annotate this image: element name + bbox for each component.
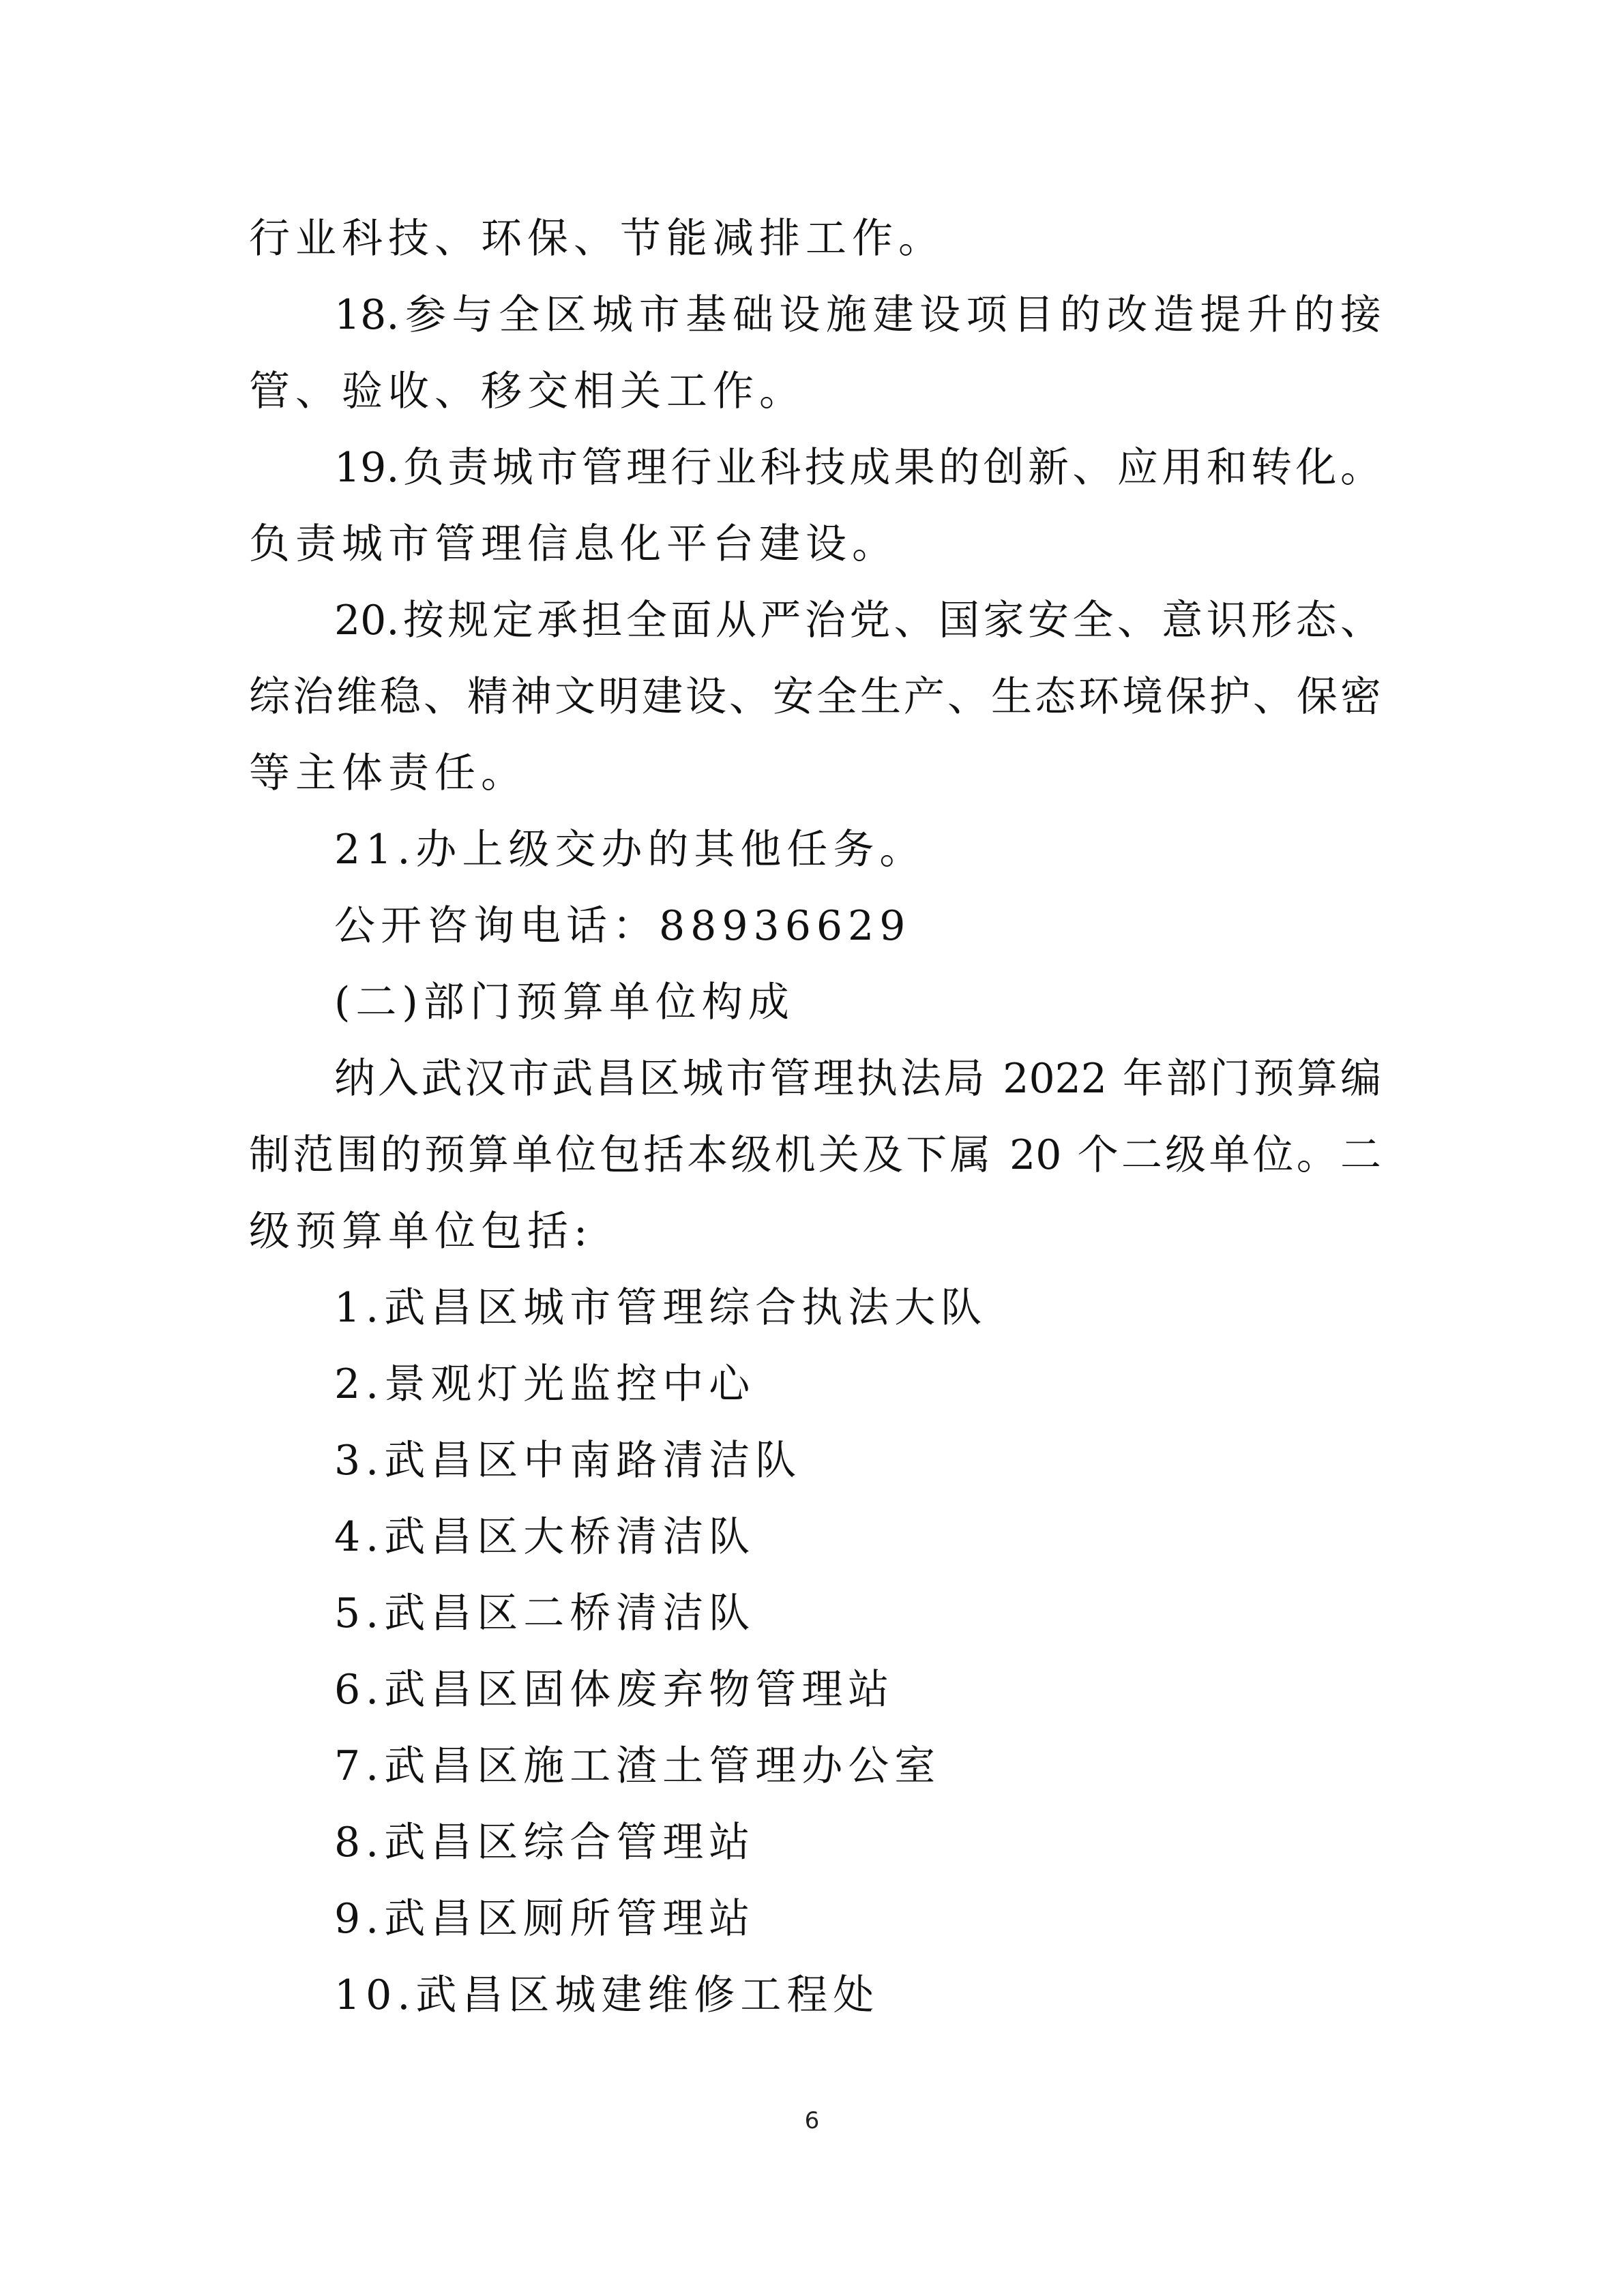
text-line: 行业科技、环保、节能减排工作。 bbox=[249, 215, 945, 263]
text-line: 管、验收、移交相关工作。 bbox=[249, 368, 806, 415]
text-line: 等主体责任。 bbox=[249, 749, 527, 797]
text-line: 19.负责城市管理行业科技成果的创新、应用和转化。 bbox=[334, 444, 1381, 492]
text-line: 负责城市管理信息化平台建设。 bbox=[249, 520, 898, 568]
text-line: 制范围的预算单位包括本级机关及下属 20 个二级单位。二 bbox=[249, 1131, 1381, 1179]
list-item: 5.武昌区二桥清洁队 bbox=[334, 1590, 756, 1637]
text-line: 20.按规定承担全面从严治党、国家安全、意识形态、 bbox=[334, 597, 1381, 644]
list-item: 7.武昌区施工渣土管理办公室 bbox=[334, 1742, 941, 1790]
list-item: 10.武昌区城建维修工程处 bbox=[334, 1971, 880, 2019]
text-line: 18.参与全区城市基础设施建设项目的改造提升的接 bbox=[334, 291, 1381, 339]
list-item: 4.武昌区大桥清洁队 bbox=[334, 1513, 756, 1561]
list-item: 8.武昌区综合管理站 bbox=[334, 1819, 756, 1866]
text-line: 纳入武汉市武昌区城市管理执法局 2022 年部门预算编 bbox=[334, 1055, 1381, 1103]
list-item: 6.武昌区固体废弃物管理站 bbox=[334, 1666, 895, 1714]
section-heading: (二)部门预算单位构成 bbox=[334, 979, 795, 1026]
page-number: 6 bbox=[804, 2107, 820, 2134]
text-line: 级预算单位包括: bbox=[249, 1208, 593, 1255]
list-item: 2.景观灯光监控中心 bbox=[334, 1360, 756, 1408]
list-item: 1.武昌区城市管理综合执法大队 bbox=[334, 1284, 988, 1332]
text-line: 综治维稳、精神文明建设、安全生产、生态环境保护、保密 bbox=[249, 673, 1381, 721]
list-item: 9.武昌区厕所管理站 bbox=[334, 1895, 756, 1943]
contact-phone: 公开咨询电话：88936629 bbox=[334, 902, 911, 950]
list-item: 3.武昌区中南路清洁队 bbox=[334, 1437, 802, 1485]
text-line: 21.办上级交办的其他任务。 bbox=[334, 826, 926, 874]
